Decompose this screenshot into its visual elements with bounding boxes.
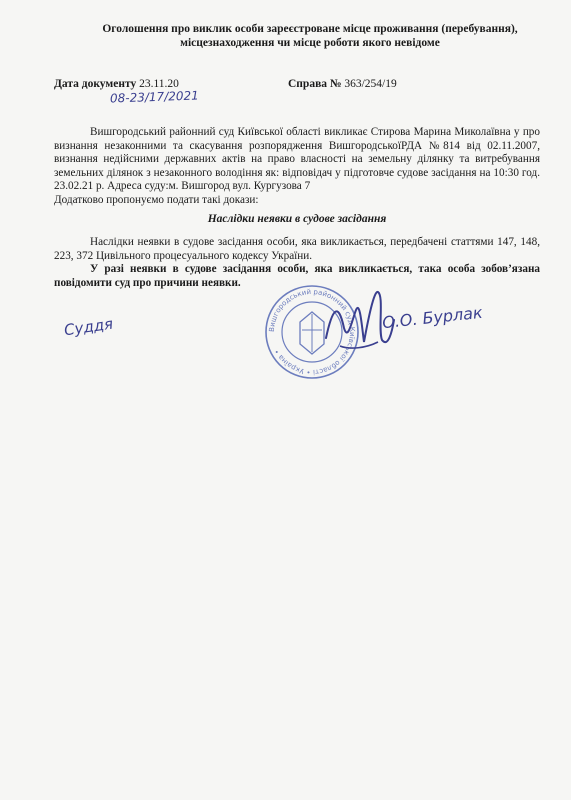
notify-court-text: У разі неявки в судове засідання особи, яка викликається, така особа зобов’язана повідомити суд про причини неявки. <box>54 263 540 289</box>
section-heading: Наслідки неявки в судове засідання <box>207 213 387 225</box>
handwritten-date: 08-23/17/2021 <box>109 88 199 106</box>
document-title <box>60 22 560 50</box>
judge-role-handwritten: Суддя <box>62 314 115 340</box>
svg-text:Вишгородський районний суд Киї: Вишгородський районний суд Київської області • Україна • <box>267 287 357 377</box>
case-value: 363/254/19 <box>344 78 397 90</box>
date-label: Дата документу <box>54 78 137 90</box>
case-number <box>288 78 397 90</box>
summons-text: Вишгородський районний суд Київської області викликає Стирова Марина Миколаївна у про визнання незаконними та скасування розпорядження ВишгородськоїРДА №814 від 02.11.2007, визнання недійсними державних актів на право власності на земельну ділянку та витребування земельних ділянок з незаконного володіння як: відповідач у підготовче судове засідання на 10:30 год. 23.02.21 р. Адреса суду:м. Вишгород вул. Кургузова 7 <box>54 126 540 193</box>
case-label: Справа № <box>288 78 342 90</box>
judge-name-handwritten: О.О. Бурлак <box>381 302 484 333</box>
date-value: 23.11.20 <box>139 78 179 90</box>
summons-paragraph <box>54 126 540 208</box>
document-date <box>54 78 179 90</box>
title-line-1: Оголошення про виклик особи зареєстроване місце проживання (перебування), <box>102 23 518 35</box>
title-line-2: місцезнаходження чи місце роботи якого невідоме <box>180 37 440 49</box>
consequences-text: Наслідки неявки в судове засідання особи, яка викликається, передбачені статтями 147, 148, 223, 372 Цивільного процесуального кодексу України. <box>54 236 540 262</box>
evidence-note: Додатково пропонуємо подати такі докази: <box>54 193 259 206</box>
